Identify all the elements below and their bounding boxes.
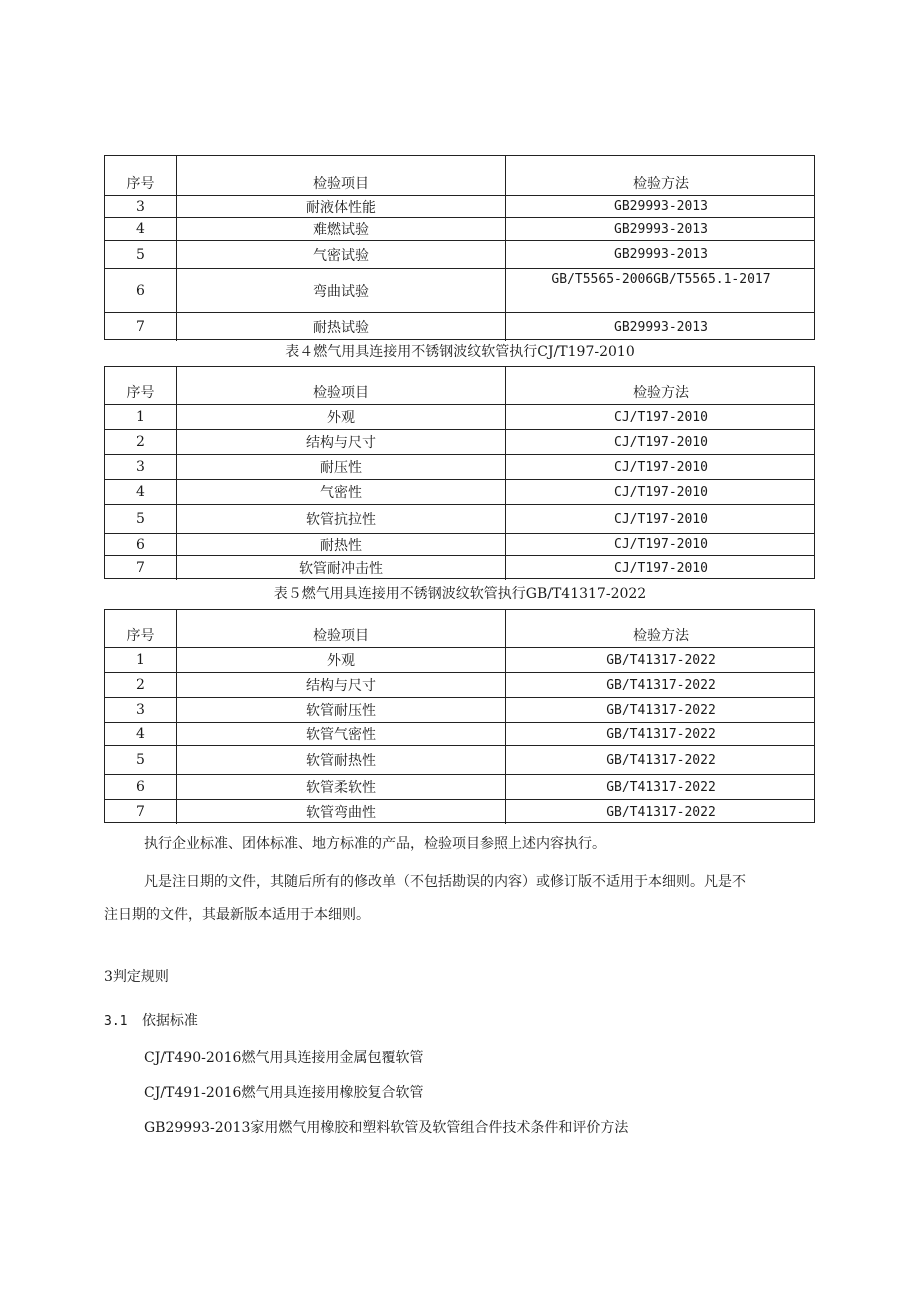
table-row [105,218,814,241]
row-method: GB29993-2013 [614,199,708,214]
table-row [105,269,814,313]
row-no: 6 [105,534,177,555]
row-item: 弯曲试验 [177,269,506,312]
row-no: 3 [105,455,177,479]
row-method: GB/T41317-2022 [606,804,716,820]
row-no: 7 [105,800,177,824]
inspection-table-continued [104,155,815,340]
table-row [105,505,814,534]
table-row [105,556,814,580]
row-no: 4 [105,218,177,240]
row-no: 5 [105,241,177,268]
table-row [105,534,814,556]
table-row [105,455,814,480]
header-method: 检验方法 [633,385,689,401]
row-item: 软管柔软性 [177,775,506,799]
header-no: 序号 [105,156,177,195]
section-3-1-heading [104,1010,198,1030]
row-item: 软管耐压性 [177,698,506,722]
paragraph-product-standards: 执行企业标准、团体标准、地方标准的产品，检验项目参照上述内容执行。 [144,836,606,852]
table-row [105,800,814,824]
row-item: 结构与尺寸 [177,673,506,697]
table-4 [104,366,815,579]
header-no: 序号 [105,610,177,647]
row-method: CJ/T197-2010 [614,459,708,475]
row-item: 软管耐热性 [177,746,506,774]
table-5-caption: 表５燃气用具连接用不锈钢波纹软管执行GB/T41317-2022 [273,586,647,602]
row-method: GB/T41317-2022 [606,726,716,742]
table-row [105,313,814,341]
table-row [105,673,814,698]
table-header-row [105,156,814,196]
standard-ref: CJ/T490-2016燃气用具连接用金属包覆软管 [144,1050,424,1066]
row-method: GB29993-2013 [614,247,708,262]
row-item: 耐热性 [177,534,506,555]
table-row [105,430,814,455]
standard-ref: GB29993-2013家用燃气用橡胶和塑料软管及软管组合件技术条件和评价方法 [144,1120,629,1136]
row-item: 软管抗拉性 [177,505,506,533]
table-row [105,241,814,269]
row-method: GB/T41317-2022 [606,652,716,668]
row-method: GB/T5565-2006GB/T5565.1-2017 [551,272,771,287]
row-item: 结构与尺寸 [177,430,506,454]
table-row [105,480,814,505]
row-no: 6 [105,269,177,312]
header-item: 检验项目 [177,610,506,647]
row-method: CJ/T197-2010 [614,560,708,576]
paragraph-dated-references-line2: 注日期的文件，其最新版本适用于本细则。 [104,907,370,923]
row-method: CJ/T197-2010 [614,409,708,425]
header-item: 检验项目 [177,156,506,195]
row-method: GB/T41317-2022 [606,702,716,718]
row-item: 软管弯曲性 [177,800,506,824]
table-header-row [105,610,814,648]
standard-ref: CJ/T491-2016燃气用具连接用橡胶复合软管 [144,1085,424,1101]
row-method: GB/T41317-2022 [606,752,716,768]
row-item: 气密性 [177,480,506,504]
row-method: CJ/T197-2010 [614,484,708,500]
table-row [105,196,814,218]
row-method: CJ/T197-2010 [614,434,708,450]
section-3-heading: 3判定规则 [104,969,169,985]
paragraph-dated-references-line1: 凡是注日期的文件，其随后所有的修改单（不包括勘误的内容）或修订版不适用于本细则。凡是不 [144,874,746,890]
row-item: 软管耐冲击性 [177,556,506,580]
table-row [105,405,814,430]
header-no: 序号 [105,367,177,404]
row-no: 6 [105,775,177,799]
row-no: 5 [105,505,177,533]
row-item: 气密试验 [177,241,506,268]
row-item: 难燃试验 [177,218,506,240]
table-row [105,723,814,746]
table-row [105,698,814,723]
section-3-1-number: 3.1 [104,1014,128,1029]
row-method: GB29993-2013 [614,319,708,335]
table-row [105,775,814,800]
row-no: 7 [105,313,177,341]
header-method: 检验方法 [633,176,689,192]
table-5 [104,609,815,823]
row-no: 2 [105,430,177,454]
row-item: 外观 [177,648,506,672]
row-no: 2 [105,673,177,697]
row-item: 耐液体性能 [177,196,506,217]
row-method: GB/T41317-2022 [606,677,716,693]
row-no: 1 [105,405,177,429]
row-no: 5 [105,746,177,774]
section-3-1-title: 依据标准 [141,1013,198,1029]
header-method: 检验方法 [633,628,689,644]
row-item: 耐热试验 [177,313,506,341]
row-no: 3 [105,698,177,722]
row-no: 1 [105,648,177,672]
row-no: 3 [105,196,177,217]
row-item: 耐压性 [177,455,506,479]
row-no: 7 [105,556,177,580]
table-row [105,648,814,673]
row-no: 4 [105,723,177,745]
header-item: 检验项目 [177,367,506,404]
row-item: 外观 [177,405,506,429]
row-no: 4 [105,480,177,504]
row-method: GB/T41317-2022 [606,779,716,795]
row-item: 软管气密性 [177,723,506,745]
row-method: CJ/T197-2010 [614,537,708,552]
table-header-row [105,367,814,405]
table-4-caption: 表４燃气用具连接用不锈钢波纹软管执行CJ/T197-2010 [285,344,635,360]
row-method: GB29993-2013 [614,221,708,237]
row-method: CJ/T197-2010 [614,511,708,527]
table-row [105,746,814,775]
